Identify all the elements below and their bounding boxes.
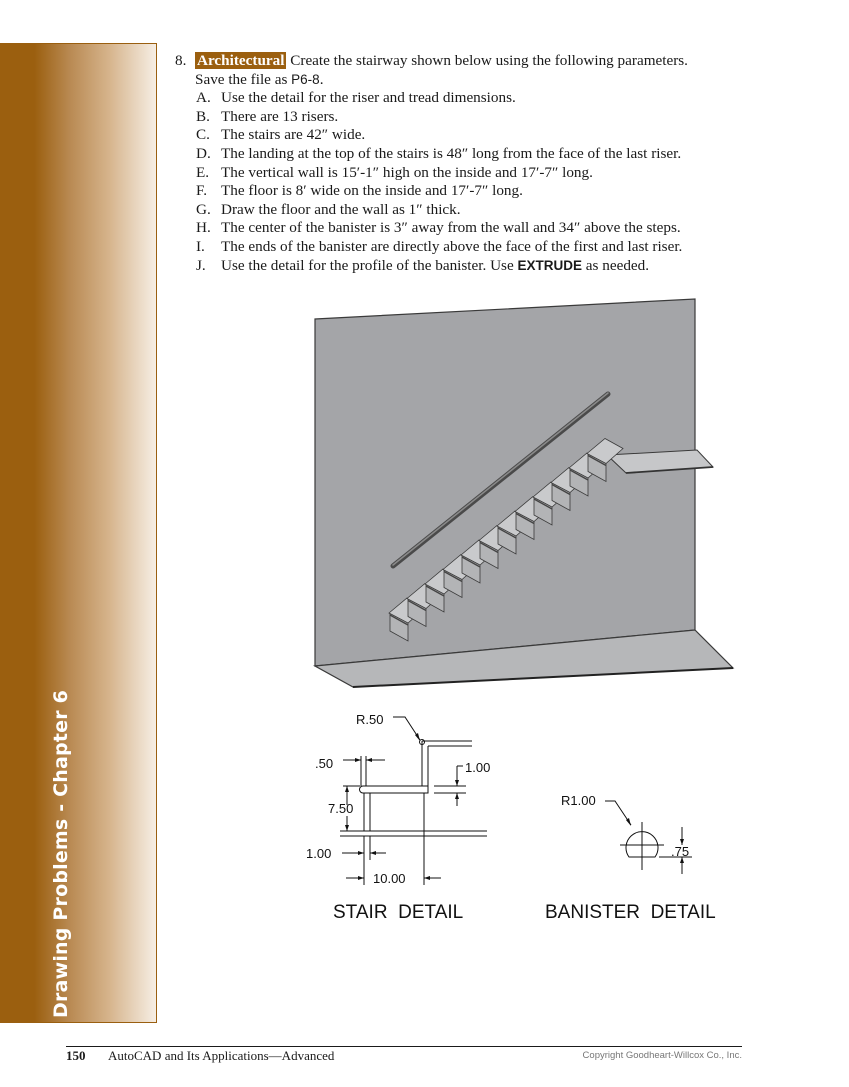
item-text: The stairs are 42″ wide.: [221, 126, 366, 144]
item-text: There are 13 risers.: [221, 107, 339, 125]
problem-intro: Create the stairway shown below using the following parameters.: [290, 52, 688, 69]
param-i: [175, 238, 755, 257]
item-letter: G.: [196, 200, 211, 218]
page-number: 150: [66, 1048, 86, 1063]
book-title: AutoCAD and Its Applications—Advanced: [108, 1048, 335, 1063]
copyright: Copyright Goodheart-Willcox Co., Inc.: [582, 1050, 742, 1061]
footer-left: [66, 1048, 334, 1064]
command-name: EXTRUDE: [517, 257, 582, 273]
dim-banister-radius: R1.00: [561, 793, 596, 808]
item-text: The center of the banister is 3″ away from the wall and 34″ above the steps.: [221, 219, 681, 237]
param-c: [175, 126, 755, 145]
item-text: The ends of the banister are directly above the face of the first and last riser.: [221, 237, 683, 255]
dim-banister-flat: .75: [671, 844, 690, 859]
param-e: [175, 164, 755, 183]
param-d: [175, 145, 755, 164]
param-j: [175, 257, 755, 276]
item-text: The landing at the top of the stairs is 48″ long from the face of the last riser.: [221, 144, 682, 162]
item-letter: B.: [196, 107, 210, 125]
problem-8: [175, 52, 755, 275]
dim-tread-thickness: 1.00: [465, 760, 491, 775]
item-letter: C.: [196, 126, 210, 144]
save-filename: P6-8: [291, 71, 320, 87]
item-text: Use the detail for the profile of the banister. Use: [221, 256, 518, 274]
banister-detail-title: BANISTER DETAIL: [545, 902, 716, 923]
stair-detail-title: STAIR DETAIL: [333, 902, 464, 923]
item-letter: F.: [196, 182, 208, 200]
dim-tread-depth: 10.00: [373, 871, 406, 886]
dim-riser-height: 7.50: [328, 801, 354, 816]
param-b: [175, 108, 755, 127]
category-badge: Architectural: [197, 52, 285, 69]
wall: [315, 299, 695, 666]
item-text: Draw the floor and the wall as 1″ thick.: [221, 200, 461, 218]
item-text: Use the detail for the riser and tread dimensions.: [221, 89, 516, 107]
item-text: The floor is 8′ wide on the inside and 17′-7″ long.: [221, 182, 523, 200]
chapter-side-tab: [0, 43, 157, 1023]
item-letter: D.: [196, 144, 211, 162]
param-f: [175, 182, 755, 201]
item-letter: E.: [196, 163, 210, 181]
save-suffix: .: [319, 70, 324, 88]
footer-rule: [66, 1046, 742, 1047]
item-letter: J.: [196, 256, 206, 274]
chapter-side-tab-label: Drawing Problems - Chapter 6: [50, 689, 72, 1018]
dim-riser-thickness: 1.00: [306, 846, 332, 861]
param-g: [175, 201, 755, 220]
param-a: [175, 89, 755, 108]
item-text-end: as needed.: [582, 256, 650, 274]
item-letter: H.: [196, 219, 211, 237]
dim-nosing-overhang: .50: [315, 756, 334, 771]
problem-number: 8.: [175, 52, 187, 69]
save-instruction: Save the file as: [195, 70, 292, 88]
detail-drawings: [300, 700, 750, 930]
item-text: The vertical wall is 15′-1″ high on the inside and 17′-7″ long.: [221, 163, 593, 181]
param-h: [175, 219, 755, 238]
stairway-3d-figure: [285, 290, 745, 700]
dim-nosing-radius: R.50: [356, 712, 384, 727]
item-letter: A.: [196, 89, 211, 107]
item-letter: I.: [196, 237, 205, 255]
